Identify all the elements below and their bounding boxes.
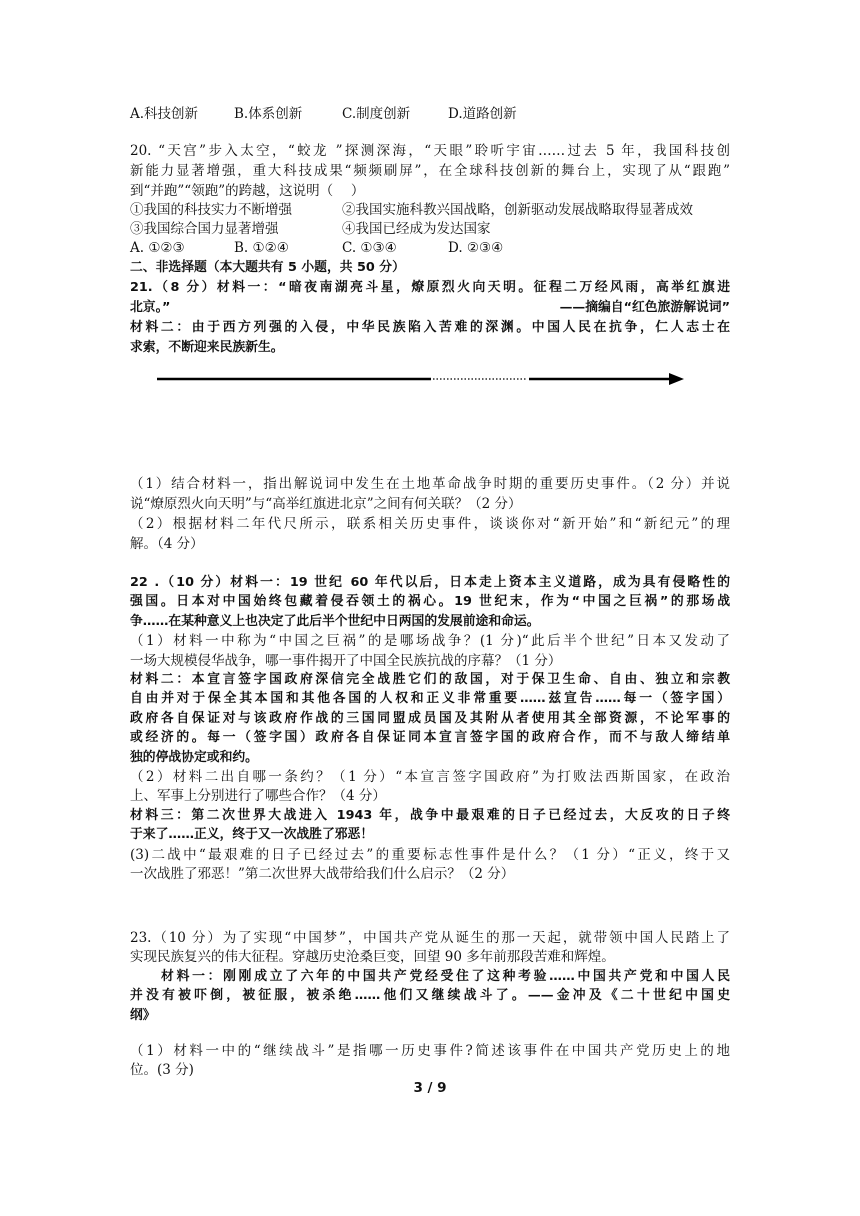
q21-question-line: 解。（4 分）: [130, 536, 204, 552]
q22-line: 强国。日本对中国始终包藏着侵吞领土的祸心。19 世纪末，作为“中国之巨祸”的那场战: [130, 594, 730, 610]
q22-line: 一次战胜了邪恶！”第二次世界大战带给我们什么启示？（2 分）: [130, 866, 515, 882]
q23-line: 材料一：刚刚成立了六年的中国共产党经受住了这种考验……中国共产党和中国人民: [130, 968, 730, 984]
q21-line: 21.（8 分）材料一：“暗夜南湖亮斗星，燎原烈火向天明。征程二万经风雨，高举红旗进: [130, 280, 730, 295]
q22-line: 于来了……正义，终于又一次战胜了邪恶！: [130, 827, 374, 843]
q21-question-line: 说“燎原烈火向天明”与“高举红旗进北京”之间有何关联？（2 分）: [130, 496, 522, 512]
q20-option-c: C. ①③④: [342, 240, 397, 256]
q20-line: 20. “天宫”步入太空，“蛟龙 ”探测深海，“天眼”聆听宇宙……过去 5 年，我国科技创: [130, 143, 730, 159]
q22-line: 材料二：本宣言签字国政府深信完全战胜它们的敌国，对于保卫生命、自由、独立和宗教: [130, 672, 730, 687]
q21-source: ——摘编自“红色旅游解说词”: [559, 300, 730, 315]
q20-item-4: ④我国已经成为发达国家: [342, 221, 491, 237]
q22-line: 或经济的。每一（签字国）政府各自保证同本宣言签字国的政府合作，而不与敌人缔结单: [130, 730, 730, 746]
q22-line: (3)二战中“最艰难的日子已经过去”的重要标志性事件是什么？（1 分）“正义，终于又: [130, 846, 730, 863]
q22-line: （1）材料一中称为“中国之巨祸”的是哪场战争？(1 分)“此后半个世纪”日本又发动了: [130, 633, 730, 650]
q20-item-2: ②我国实施科教兴国战略，创新驱动发展战略取得显著成效: [342, 202, 693, 218]
q19-option-c: C.制度创新: [342, 106, 411, 122]
q19-option-a: A.科技创新: [130, 106, 199, 122]
q20-option-d: D. ②③④: [448, 240, 504, 256]
q20-item-1: ①我国的科技实力不断增强: [130, 202, 292, 218]
q23-line: 并没有被吓倒，被征服，被杀绝……他们又继续战斗了。——金冲及《二十世纪中国史: [130, 988, 730, 1004]
q22-line: 争……在某种意义上也决定了此后半个世纪中日两国的发展前途和命运。: [130, 613, 540, 629]
q21-line: 北京。”: [130, 300, 171, 315]
q20-line: 新能力显著增强，重大科技成果“频频刷屏”，在全球科技创新的舞台上，实现了从“跟跑”: [130, 163, 730, 179]
q23-question-line: 位。(3 分): [130, 1062, 194, 1078]
q21-material2-line: 材料二：由于西方列强的入侵，中华民族陷入苦难的深渊。中国人民在抗争，仁人志士在: [130, 320, 730, 335]
q20-item-3: ③我国综合国力显著增强: [130, 221, 279, 237]
q22-line: 自由并对于保全其本国和其他各国的人权和正义非常重要……兹宣告……每一（签字国）: [130, 691, 730, 707]
timeline-arrow: [155, 370, 685, 388]
q22-line: 政府各自保证对与该政府作战的三国同盟成员国及其附从者使用其全部资源，不论军事的: [130, 710, 730, 726]
q19-option-d: D.道路创新: [448, 106, 517, 122]
q21-material2-line: 求索，不断迎来民族新生。: [130, 340, 284, 355]
q20-line: 到“并跑”“领跑”的跨越，这说明（ ）: [130, 183, 365, 199]
q22-line: 一场大规模侵华战争，哪一事件揭开了中国全民族抗战的序幕？（1 分）: [130, 652, 562, 669]
q22-line: （2）材料二出自哪一条约？（1 分）“本宣言签字国政府”为打败法西斯国家，在政治: [130, 769, 730, 785]
q23-line: 纲》: [130, 1007, 156, 1023]
q21-question-line: （1）结合材料一，指出解说词中发生在土地革命战争时期的重要历史事件。（2 分）并说: [130, 476, 730, 492]
q22-line: 22 .（10 分）材料一：19 世纪 60 年代以后，日本走上资本主义道路，成为具有侵略性的: [130, 575, 730, 590]
q19-option-b: B.体系创新: [234, 106, 303, 122]
section-title: 二、非选择题（本大题共有 5 小题，共 50 分）: [130, 260, 405, 275]
q20-option-a: A. ①②③: [130, 240, 185, 256]
q22-line: 材料三：第二次世界大战进入 1943 年，战争中最艰难的日子已经过去，大反攻的日子终: [130, 807, 730, 823]
q23-question-line: （1）材料一中的“继续战斗”是指哪一历史事件?简述该事件在中国共产党历史上的地: [130, 1043, 730, 1059]
q22-line: 独的停战协定或和约。: [130, 749, 258, 765]
q20-option-b: B. ①②④: [234, 240, 289, 256]
q23-line: 实现民族复兴的伟大征程。穿越历史沧桑巨变，回望 90 多年前那段苦难和辉煌。: [130, 949, 615, 966]
q22-line: 上、军事上分别进行了哪些合作？（4 分）: [130, 788, 386, 805]
page-number: 3 / 9: [413, 1080, 447, 1096]
q23-line: 23.（10 分）为了实现“中国梦”，中国共产党从诞生的那一天起，就带领中国人民踏上了: [130, 930, 730, 946]
q21-question-line: （2）根据材料二年代尺所示，联系相关历史事件，谈谈你对“新开始”和“新纪元”的理: [130, 516, 730, 532]
